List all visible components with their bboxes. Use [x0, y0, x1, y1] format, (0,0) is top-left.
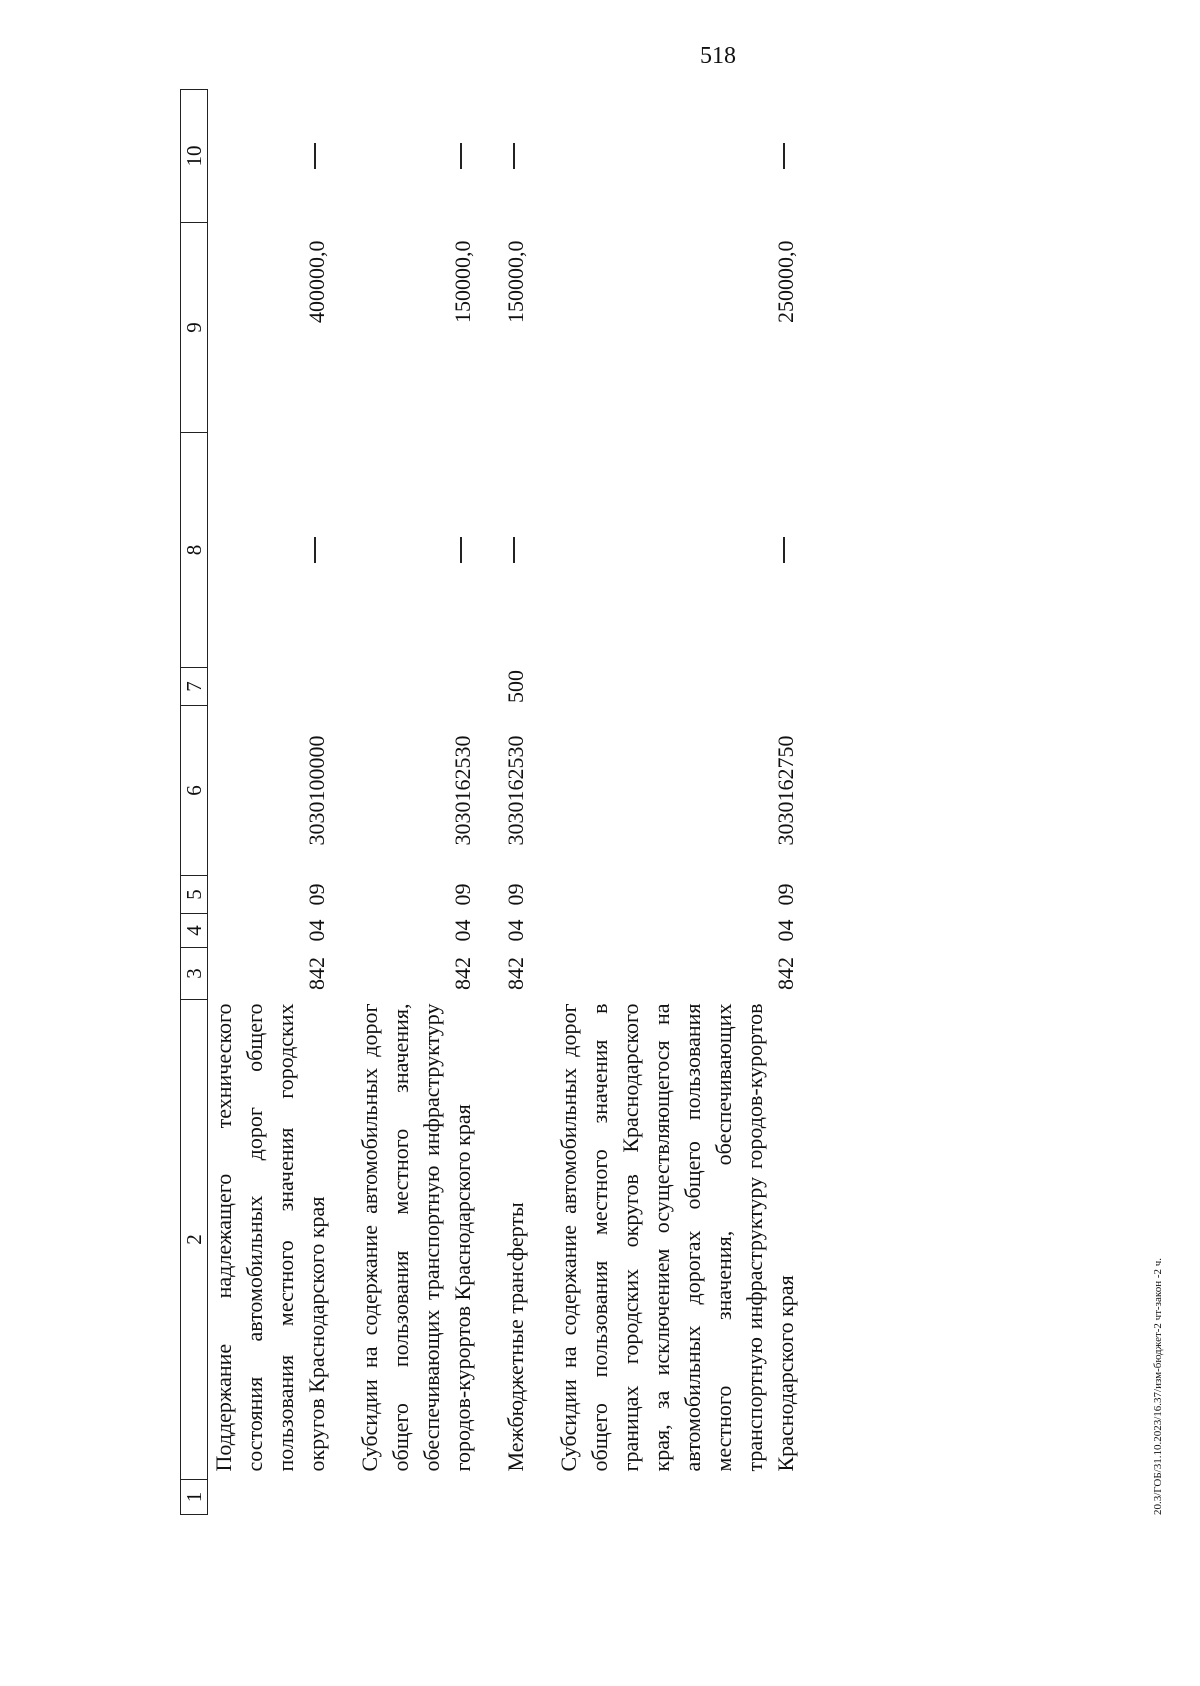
cell-col6: 3030162530	[503, 735, 528, 846]
budget-table	[180, 89, 801, 1515]
footer-code-text: 20.3/ГОБ/31.10.2023/16.37/изм-бюджет-2 чт-закон -2 ч.	[1152, 1257, 1164, 1515]
cell-col1	[354, 1480, 478, 1515]
cell-col8	[553, 433, 801, 668]
dash-mark	[513, 143, 515, 169]
cell-col10	[553, 90, 801, 223]
cell-col9: 150000,0	[503, 240, 528, 323]
header-cell-1: 1	[181, 1480, 208, 1515]
cell-description: Межбюджетные трансферты	[503, 1202, 528, 1472]
cell-col1	[553, 1480, 801, 1515]
table-row	[354, 90, 478, 1515]
page-number: 518	[700, 43, 736, 69]
header-cell-7: 7	[181, 668, 208, 706]
cell-col3: 842	[773, 957, 798, 990]
cell-col8	[500, 433, 531, 668]
footer-code	[1151, 90, 1165, 1515]
header-cell-4: 4	[181, 914, 208, 948]
cell-col3: 842	[450, 957, 475, 990]
dash-mark	[314, 143, 316, 169]
cell-col9: 250000,0	[773, 240, 798, 323]
table-region	[180, 90, 1010, 1515]
dash-mark	[460, 537, 462, 563]
cell-col6: 3030162530	[450, 735, 475, 846]
table-row	[208, 90, 333, 1515]
cell-col1	[500, 1480, 531, 1515]
header-cell-10: 10	[181, 90, 208, 223]
cell-col6: 3030162750	[773, 735, 798, 846]
header-cell-8: 8	[181, 433, 208, 668]
cell-col7	[354, 668, 478, 706]
cell-col9: 150000,0	[450, 240, 475, 323]
header-cell-5: 5	[181, 876, 208, 914]
cell-col8	[208, 433, 333, 668]
cell-col3: 842	[503, 957, 528, 990]
cell-col4: 04	[450, 919, 475, 942]
cell-col8	[354, 433, 478, 668]
cell-col4: 04	[304, 919, 329, 942]
row-gap	[478, 90, 500, 1515]
cell-col10	[354, 90, 478, 223]
cell-col10	[500, 90, 531, 223]
cell-description: Субсидии на содержание автомобильных дорог общего пользования местного значения, обеспечивающих транспортную инфраструктуру городов-курортов Краснодарского края	[357, 1003, 475, 1472]
cell-col7	[553, 668, 801, 706]
dash-mark	[783, 537, 785, 563]
cell-col4: 04	[773, 919, 798, 942]
dash-mark	[513, 537, 515, 563]
cell-col4: 04	[503, 919, 528, 942]
dash-mark	[460, 143, 462, 169]
dash-mark	[783, 143, 785, 169]
header-cell-9: 9	[181, 223, 208, 433]
cell-col3: 842	[304, 957, 329, 990]
cell-col5: 09	[503, 883, 528, 906]
table-row	[500, 90, 531, 1515]
cell-col10	[208, 90, 333, 223]
header-cell-2: 2	[181, 1000, 208, 1480]
row-gap	[332, 90, 354, 1515]
dash-mark	[314, 537, 316, 563]
cell-col5: 09	[773, 883, 798, 906]
cell-description: Поддержание надлежащего технического состояния автомобильных дорог общего пользования местного значения городских округов Краснодарского края	[211, 1003, 329, 1472]
header-cell-6: 6	[181, 706, 208, 876]
cell-col9: 400000,0	[304, 240, 329, 323]
cell-col7: 500	[503, 670, 528, 703]
cell-col6: 3030100000	[304, 735, 329, 846]
cell-description: Субсидии на содержание автомобильных дорог общего пользования местного значения в границах городских округов Краснодарского края, за исключением осуществляющегося на автомобильных дорогах общего пользования местного значения, обеспечивающих транспортную инфраструктуру городов-курортов Краснодарского края	[556, 1003, 798, 1472]
table-row	[553, 90, 801, 1515]
table-rotated-container	[180, 90, 1010, 1515]
row-gap	[531, 90, 553, 1515]
cell-col7	[208, 668, 333, 706]
cell-col5: 09	[304, 883, 329, 906]
cell-col1	[208, 1480, 333, 1515]
cell-col5: 09	[450, 883, 475, 906]
header-cell-3: 3	[181, 948, 208, 1000]
header-row	[181, 90, 208, 1515]
